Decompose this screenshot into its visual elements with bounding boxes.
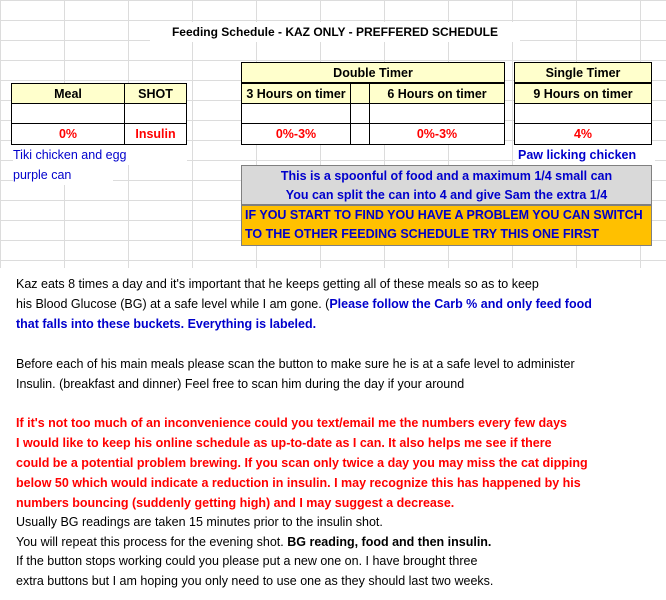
para3-line3: could be a potential problem brewing. If you scan only twice a day you may miss the cat dipping — [16, 456, 588, 470]
meal-food-line1: Tiki chicken and egg — [13, 145, 187, 165]
header-spacer — [350, 83, 370, 104]
shot-value[interactable]: Insulin — [124, 123, 187, 145]
meal-header: Meal — [11, 83, 125, 104]
three-hours-header: 3 Hours on timer — [241, 83, 351, 104]
para3-line5: numbers bouncing (suddenly getting high) and I may suggest a decrease. — [16, 496, 455, 510]
three-hours-value[interactable]: 0%-3% — [241, 123, 351, 145]
double-timer-header: Double Timer — [241, 62, 505, 83]
empty-cell[interactable] — [124, 103, 187, 124]
sheet-title: Feeding Schedule - KAZ ONLY - PREFFERED SCHEDULE — [150, 22, 520, 42]
warning-line2: TO THE OTHER FEEDING SCHEDULE TRY THIS ONE FIRST — [245, 227, 599, 241]
para1-line2-emphasis: Please follow the Carb % and only feed food — [329, 297, 592, 311]
portion-note — [241, 165, 652, 205]
para1-line2 — [16, 294, 592, 314]
para4-line2-text: You will repeat this process for the evening shot. — [16, 535, 288, 549]
para1-line3: that falls into these buckets. Everything is labeled. — [16, 317, 317, 331]
portion-note-line1: This is a spoonful of food and a maximum 1/4 small can — [280, 168, 613, 183]
portion-note-line2: You can split the can into 4 and give Sam the extra 1/4 — [285, 187, 608, 202]
shot-header: SHOT — [124, 83, 187, 104]
para2-line2: Insulin. (breakfast and dinner) Feel free to scan him during the day if your around — [16, 377, 465, 391]
para3-line1: If it's not too much of an inconvenience could you text/email me the numbers every few days — [16, 416, 568, 430]
para4-line2-emphasis: BG reading, food and then insulin. — [287, 535, 492, 549]
value-spacer — [350, 123, 370, 145]
para4-line2 — [16, 532, 491, 552]
meal-carb-value[interactable]: 0% — [11, 123, 125, 145]
empty-cell[interactable] — [369, 103, 505, 124]
para2-line1: Before each of his main meals please scan the button to make sure he is at a safe level to administer — [16, 357, 575, 371]
warning-line1: IF YOU START TO FIND YOU HAVE A PROBLEM YOU CAN SWITCH — [245, 208, 643, 222]
six-hours-value[interactable]: 0%-3% — [369, 123, 505, 145]
nine-hours-value[interactable]: 4% — [514, 123, 652, 145]
six-hours-header: 6 Hours on timer — [369, 83, 505, 104]
para4-line1: Usually BG readings are taken 15 minutes prior to the insulin shot. — [16, 515, 383, 529]
switch-schedule-warning — [241, 205, 652, 246]
empty-cell[interactable] — [11, 103, 125, 124]
nine-hours-header: 9 Hours on timer — [514, 83, 652, 104]
para3-line2: I would like to keep his online schedule as up-to-date as I can. It also helps me see if there — [16, 436, 552, 450]
para3-line4: below 50 which would indicate a reduction in insulin. I may recognize this has happened by his — [16, 476, 581, 490]
para1-line2-text: his Blood Glucose (BG) at a safe level while I am gone. ( — [16, 297, 330, 311]
empty-cell[interactable] — [350, 103, 370, 124]
single-timer-header: Single Timer — [514, 62, 652, 83]
single-timer-food: Paw licking chicken — [515, 145, 655, 165]
para1-line1: Kaz eats 8 times a day and it's important that he keeps getting all of these meals so as to keep — [16, 277, 539, 291]
empty-cell[interactable] — [514, 103, 652, 124]
para4-line3: If the button stops working could you please put a new one on. I have brought three — [16, 554, 478, 568]
meal-food-line2: purple can — [13, 165, 113, 185]
para4-line4: extra buttons but I am hoping you only need to use one as they should last two weeks. — [16, 574, 494, 588]
empty-cell[interactable] — [241, 103, 351, 124]
